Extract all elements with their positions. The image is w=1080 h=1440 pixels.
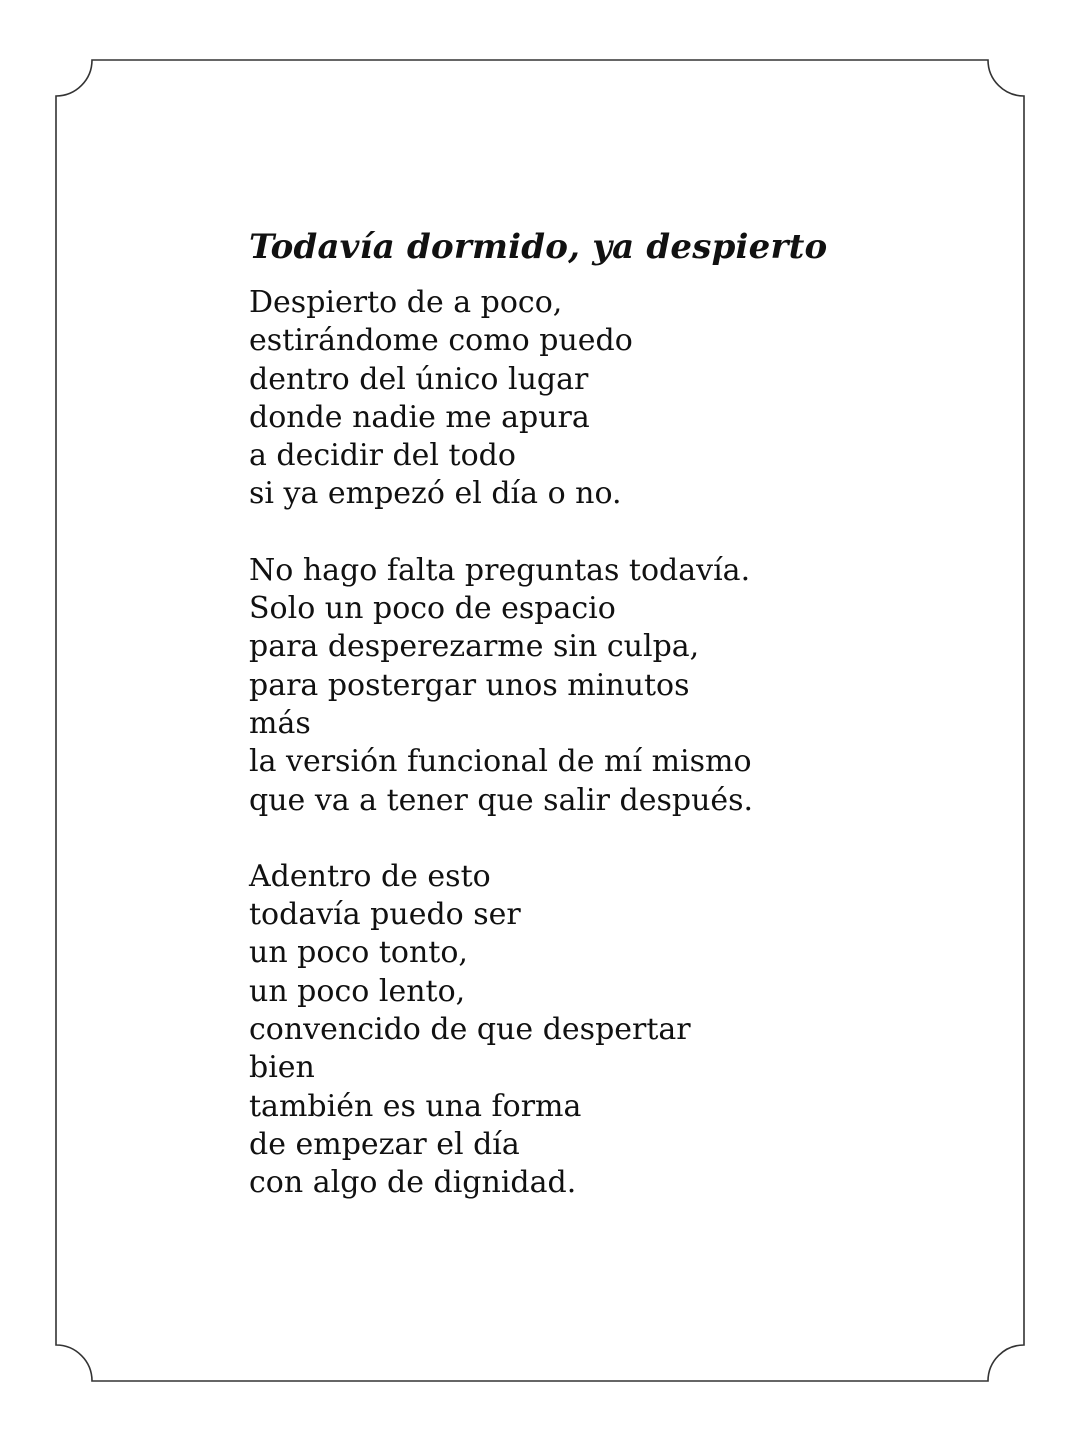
poem-line: Despierto de a poco, bbox=[249, 285, 563, 320]
poem-line: que va a tener que salir después. bbox=[249, 782, 754, 818]
poem-line: Solo un poco de espacio bbox=[249, 591, 616, 627]
stanza-1 bbox=[249, 284, 1009, 514]
poem-line: un poco lento, bbox=[249, 973, 466, 1009]
poem-line: No hago falta preguntas todavía. bbox=[249, 552, 751, 588]
poem-line: para postergar unos minutos bbox=[249, 667, 690, 703]
stanza-2 bbox=[249, 552, 1009, 820]
poem-line: donde nadie me apura bbox=[249, 399, 590, 435]
poem-line: Adentro de esto bbox=[249, 858, 491, 894]
poem-line: bien bbox=[249, 1050, 315, 1086]
poem-line: dentro del único lugar bbox=[249, 361, 589, 397]
poem-line: un poco tonto, bbox=[249, 935, 468, 971]
poem-line: más bbox=[249, 705, 311, 741]
poem-line: todavía puedo ser bbox=[249, 897, 521, 933]
poem-line: convencido de que despertar bbox=[249, 1012, 691, 1048]
poem-line: estirándome como puedo bbox=[249, 323, 633, 359]
poem-line: para desperezarme sin culpa, bbox=[249, 629, 700, 665]
poem-line: la versión funcional de mí mismo bbox=[249, 744, 752, 780]
poem-title: Todavía dormido, ya despierto bbox=[249, 227, 828, 267]
poem bbox=[249, 222, 1009, 1241]
poem-line: si ya empezó el día o no. bbox=[249, 476, 622, 512]
poem-line: de empezar el día bbox=[249, 1126, 520, 1162]
poem-line: con algo de dignidad. bbox=[249, 1165, 577, 1201]
poem-line: a decidir del todo bbox=[249, 438, 516, 474]
poem-line: también es una forma bbox=[249, 1088, 582, 1124]
stanza-3 bbox=[249, 858, 1009, 1203]
